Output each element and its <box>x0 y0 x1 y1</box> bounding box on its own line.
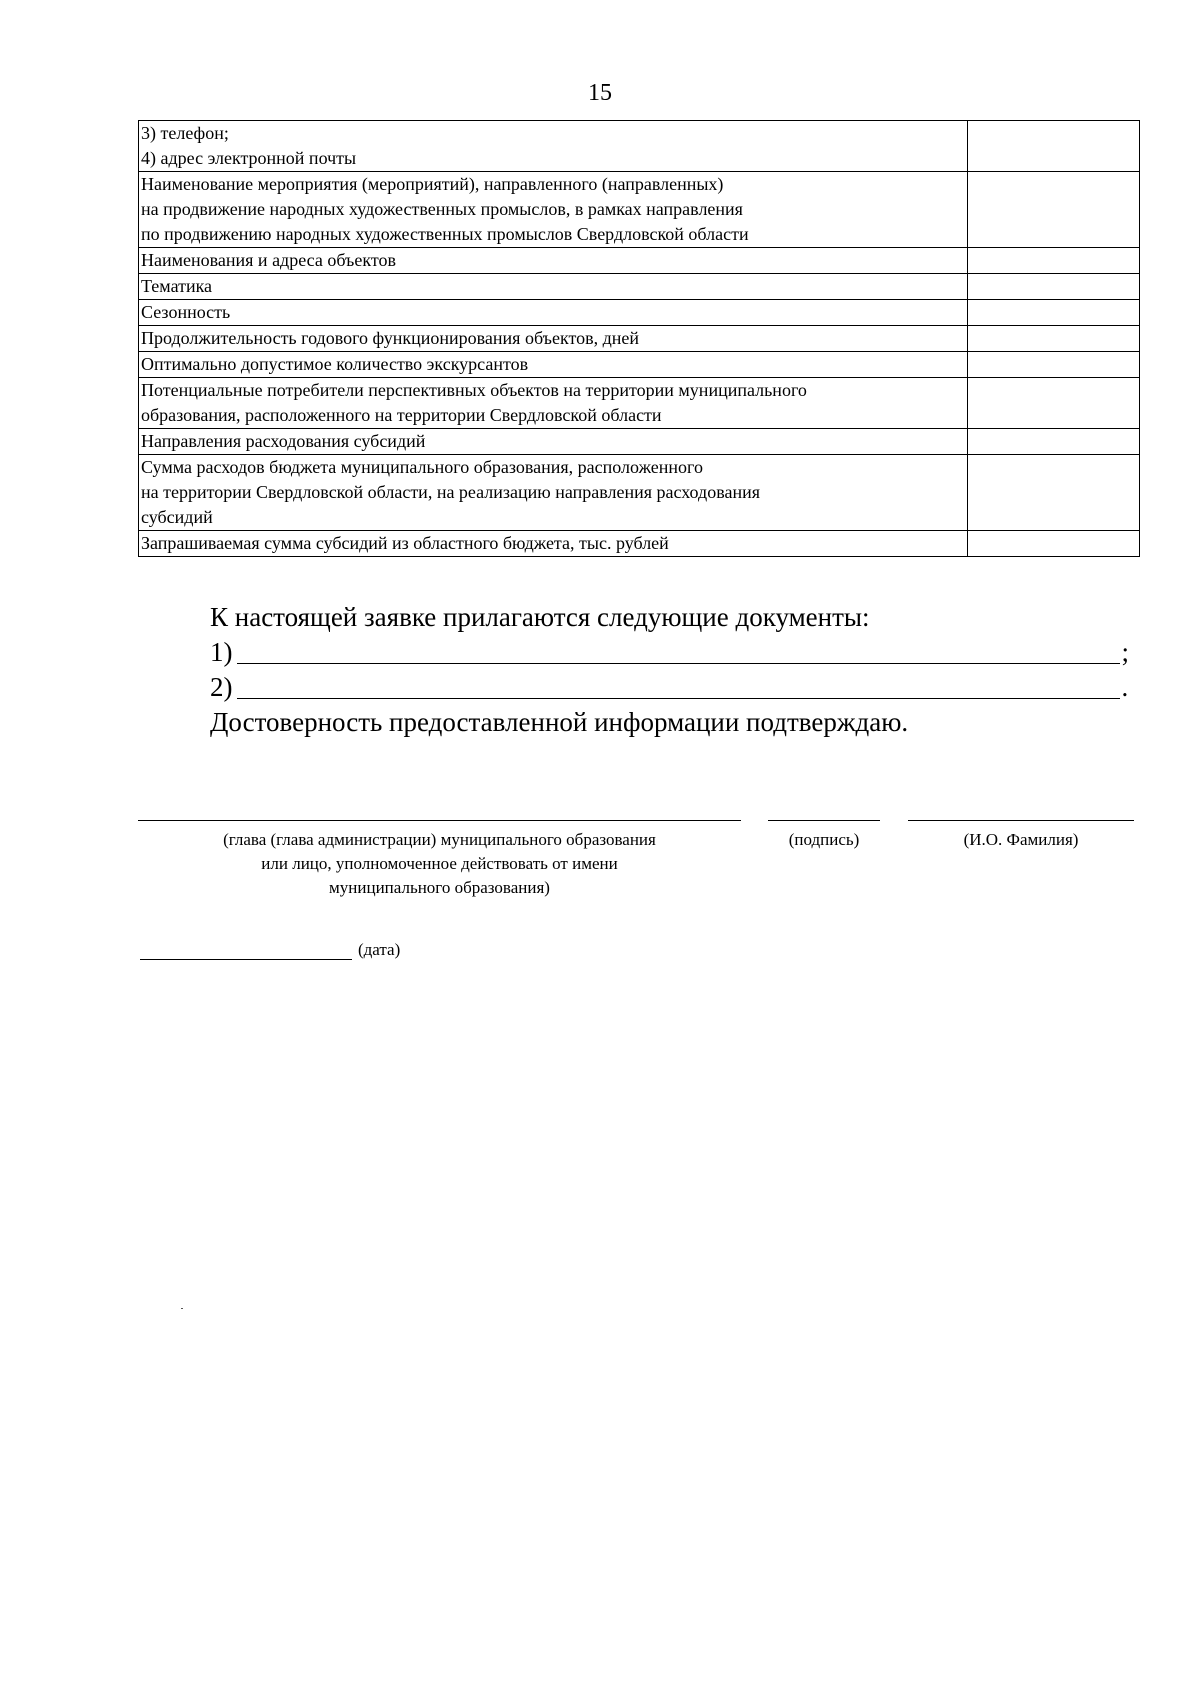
row-value-cell[interactable] <box>968 326 1140 352</box>
row-label-line: Запрашиваемая сумма субсидий из областного бюджета, тыс. рублей <box>141 533 669 553</box>
row-value-cell[interactable] <box>968 429 1140 455</box>
table-row <box>139 352 1140 378</box>
signature-line[interactable] <box>768 820 880 821</box>
row-value-cell[interactable] <box>968 531 1140 557</box>
row-label-cell <box>139 326 968 352</box>
row-label-line: 3) телефон; <box>141 123 229 143</box>
table-row <box>139 248 1140 274</box>
attachment-item-1-number: 1) <box>210 637 233 667</box>
row-label-line: образования, расположенного на территории Свердловской области <box>141 405 662 425</box>
row-label-line: Потенциальные потребители перспективных объектов на территории муниципального <box>141 380 807 400</box>
row-value-cell[interactable] <box>968 248 1140 274</box>
row-label-line: Продолжительность годового функционирования объектов, дней <box>141 328 640 348</box>
signature-caption: (подпись) <box>788 830 860 849</box>
row-label-line: Наименование мероприятия (мероприятий), направленного (направленных) <box>141 174 724 194</box>
date-caption: (дата) <box>358 940 401 959</box>
head-caption-line-3: муниципального образования) <box>329 878 550 897</box>
table-row <box>139 300 1140 326</box>
row-label-cell <box>139 172 968 248</box>
attachment-item-2-end-mark: . <box>1121 672 1129 702</box>
table-row <box>139 531 1140 557</box>
row-label-cell <box>139 429 968 455</box>
row-label-line: субсидий <box>141 507 213 527</box>
attachment-item-2-number: 2) <box>210 672 233 702</box>
row-label-line: по продвижению народных художественных промыслов Свердловской области <box>141 224 749 244</box>
table-row <box>139 172 1140 248</box>
attachment-item-2 <box>210 670 1140 705</box>
row-label-cell <box>139 248 968 274</box>
row-label-line: Направления расходования субсидий <box>141 431 426 451</box>
row-label-cell <box>139 352 968 378</box>
head-caption-line-1: (глава (глава администрации) муниципального образования <box>223 830 656 849</box>
row-value-cell[interactable] <box>968 352 1140 378</box>
full-name-line[interactable] <box>908 820 1134 821</box>
scan-speck <box>181 1308 183 1309</box>
attachment-item-2-blank-line[interactable] <box>237 670 1120 699</box>
row-label-line: на продвижение народных художественных промыслов, в рамках направления <box>141 199 743 219</box>
table-body <box>139 121 1140 557</box>
row-value-cell[interactable] <box>968 378 1140 429</box>
row-label-cell <box>139 455 968 531</box>
row-value-cell[interactable] <box>968 300 1140 326</box>
row-label-line: Сумма расходов бюджета муниципального образования, расположенного <box>141 457 703 477</box>
head-caption <box>138 828 741 900</box>
application-form-table <box>138 120 1140 557</box>
table-row <box>139 121 1140 172</box>
attachments-intro: К настоящей заявке прилагаются следующие документы: <box>210 602 870 632</box>
head-signature-line[interactable] <box>138 820 741 821</box>
attachments-section <box>210 600 1140 740</box>
table-row <box>139 326 1140 352</box>
full-name-caption: (И.О. Фамилия) <box>963 830 1079 849</box>
row-label-line: на территории Свердловской области, на реализацию направления расходования <box>141 482 760 502</box>
row-label-cell <box>139 378 968 429</box>
confirmation-statement: Достоверность предоставленной информации подтверждаю. <box>210 707 909 737</box>
row-value-cell[interactable] <box>968 455 1140 531</box>
row-label-cell <box>139 274 968 300</box>
attachment-item-1-blank-line[interactable] <box>237 635 1120 664</box>
table-row <box>139 274 1140 300</box>
row-value-cell[interactable] <box>968 121 1140 172</box>
attachment-item-1 <box>210 635 1140 670</box>
page-number: 15 <box>588 80 612 106</box>
row-label-line: Сезонность <box>141 302 231 322</box>
table-row <box>139 378 1140 429</box>
row-value-cell[interactable] <box>968 172 1140 248</box>
row-label-cell <box>139 121 968 172</box>
table-row <box>139 429 1140 455</box>
row-label-line: Тематика <box>141 276 213 296</box>
row-label-cell <box>139 300 968 326</box>
attachment-item-1-end-mark: ; <box>1121 637 1130 667</box>
table-row <box>139 455 1140 531</box>
date-line[interactable] <box>140 941 352 960</box>
date-row <box>140 940 400 960</box>
row-value-cell[interactable] <box>968 274 1140 300</box>
head-caption-line-2: или лицо, уполномоченное действовать от имени <box>261 854 618 873</box>
row-label-line: 4) адрес электронной почты <box>141 148 357 168</box>
row-label-cell <box>139 531 968 557</box>
row-label-line: Оптимально допустимое количество экскурсантов <box>141 354 529 374</box>
row-label-line: Наименования и адреса объектов <box>141 250 396 270</box>
